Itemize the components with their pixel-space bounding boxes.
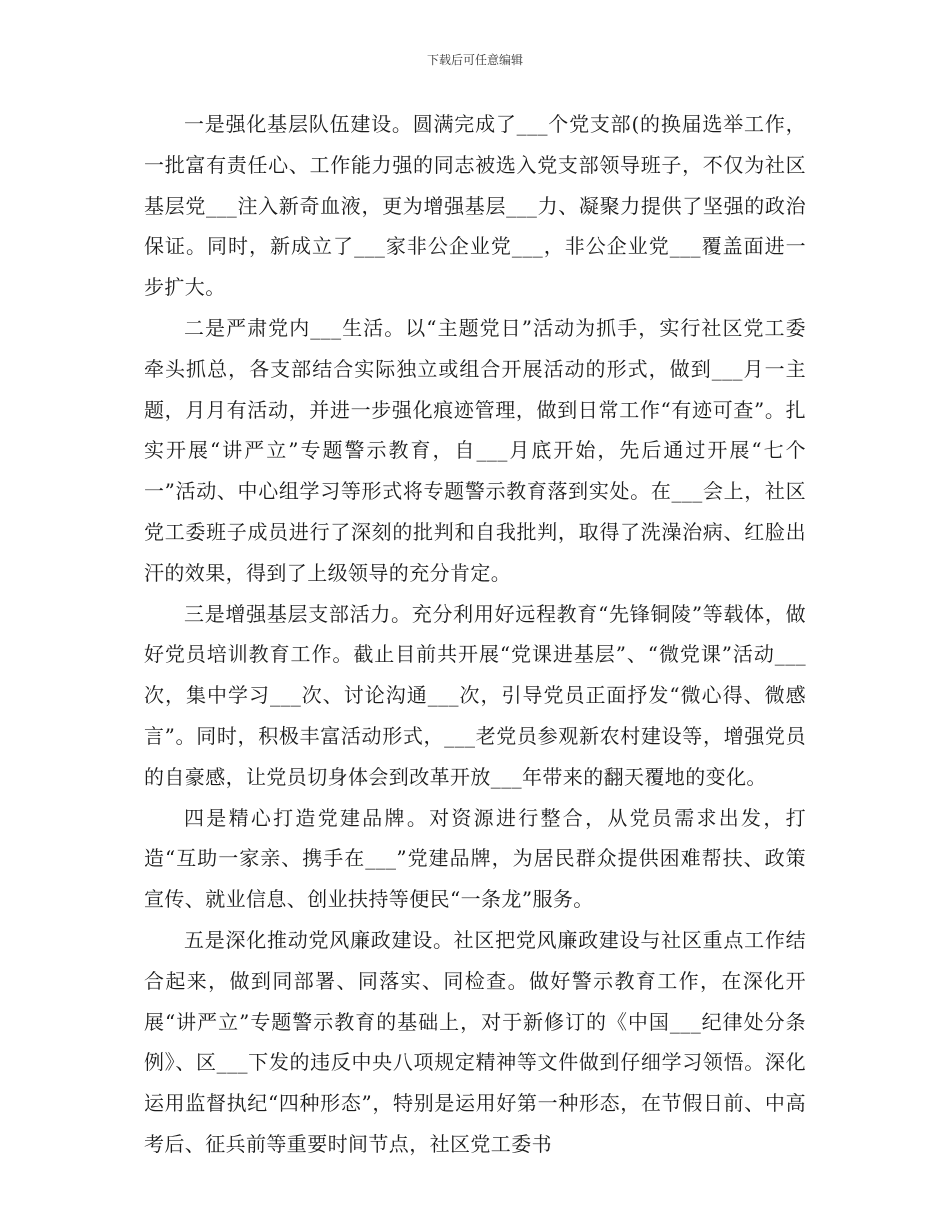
paragraph-integrity-building: 五是深化推动党风廉政建设。社区把党风廉政建设与社区重点工作结合起来，做到同部署、同落实、同检查。做好警示教育工作，在深化开展“讲严立”专题警示教育的基础上，对于新修订的《中国___纪律处分条例》、区___下发的违反中央八项规定精神等文件做到仔细学习领悟。深化运用监督执纪“四种形态”，特别是运用好第一种形态，在节假日前、中高考后、征兵前等重要时间节点，社区党工委书 (144, 927, 806, 1156)
paragraph-party-life: 二是严肃党内___生活。以“主题党日”活动为抓手，实行社区党工委牵头抓总，各支部结合实际独立或组合开展活动的形式，做到___月一主题，月月有活动，并进一步强化痕迹管理，做到日常工作“有迹可查”。扎实开展“讲严立”专题警示教育，自___月底开始，先后通过开展“七个一”活动、中心组学习等形式将专题警示教育落到实处。在___会上，社区党工委班子成员进行了深刻的批判和自我批判，取得了洗澡治病、红脸出汗的效果，得到了上级领导的充分肯定。 (144, 315, 806, 585)
paragraph-party-brand: 四是精心打造党建品牌。对资源进行整合，从党员需求出发，打造“互助一家亲、携手在___”党建品牌，为居民群众提供困难帮扶、政策宣传、就业信息、创业扶持等便民“一条龙”服务。 (144, 805, 806, 912)
paragraph-team-building: 一是强化基层队伍建设。圆满完成了___个党支部(的换届选举工作，一批富有责任心、工作能力强的同志被选入党支部领导班子，不仅为社区基层党___注入新奇血液，更为增强基层___力、凝聚力提供了坚强的政治保证。同时，新成立了___家非公企业党___，非公企业党___覆盖面进一步扩大。 (144, 112, 806, 300)
page-header: 下载后可任意编辑 (426, 53, 523, 67)
paragraph-branch-vitality: 三是增强基层支部活力。充分利用好远程教育“先锋铜陵”等载体，做好党员培训教育工作。截止目前共开展“党课进基层”、“微党课”活动___次，集中学习___次、讨论沟通___次，引导党员正面抒发“微心得、微感言”。同时，积极丰富活动形式，___老党员参观新农村建设等，增强党员的自豪感，让党员切身体会到改革开放___年带来的翻天覆地的变化。 (144, 601, 806, 789)
document-body (144, 104, 806, 1165)
